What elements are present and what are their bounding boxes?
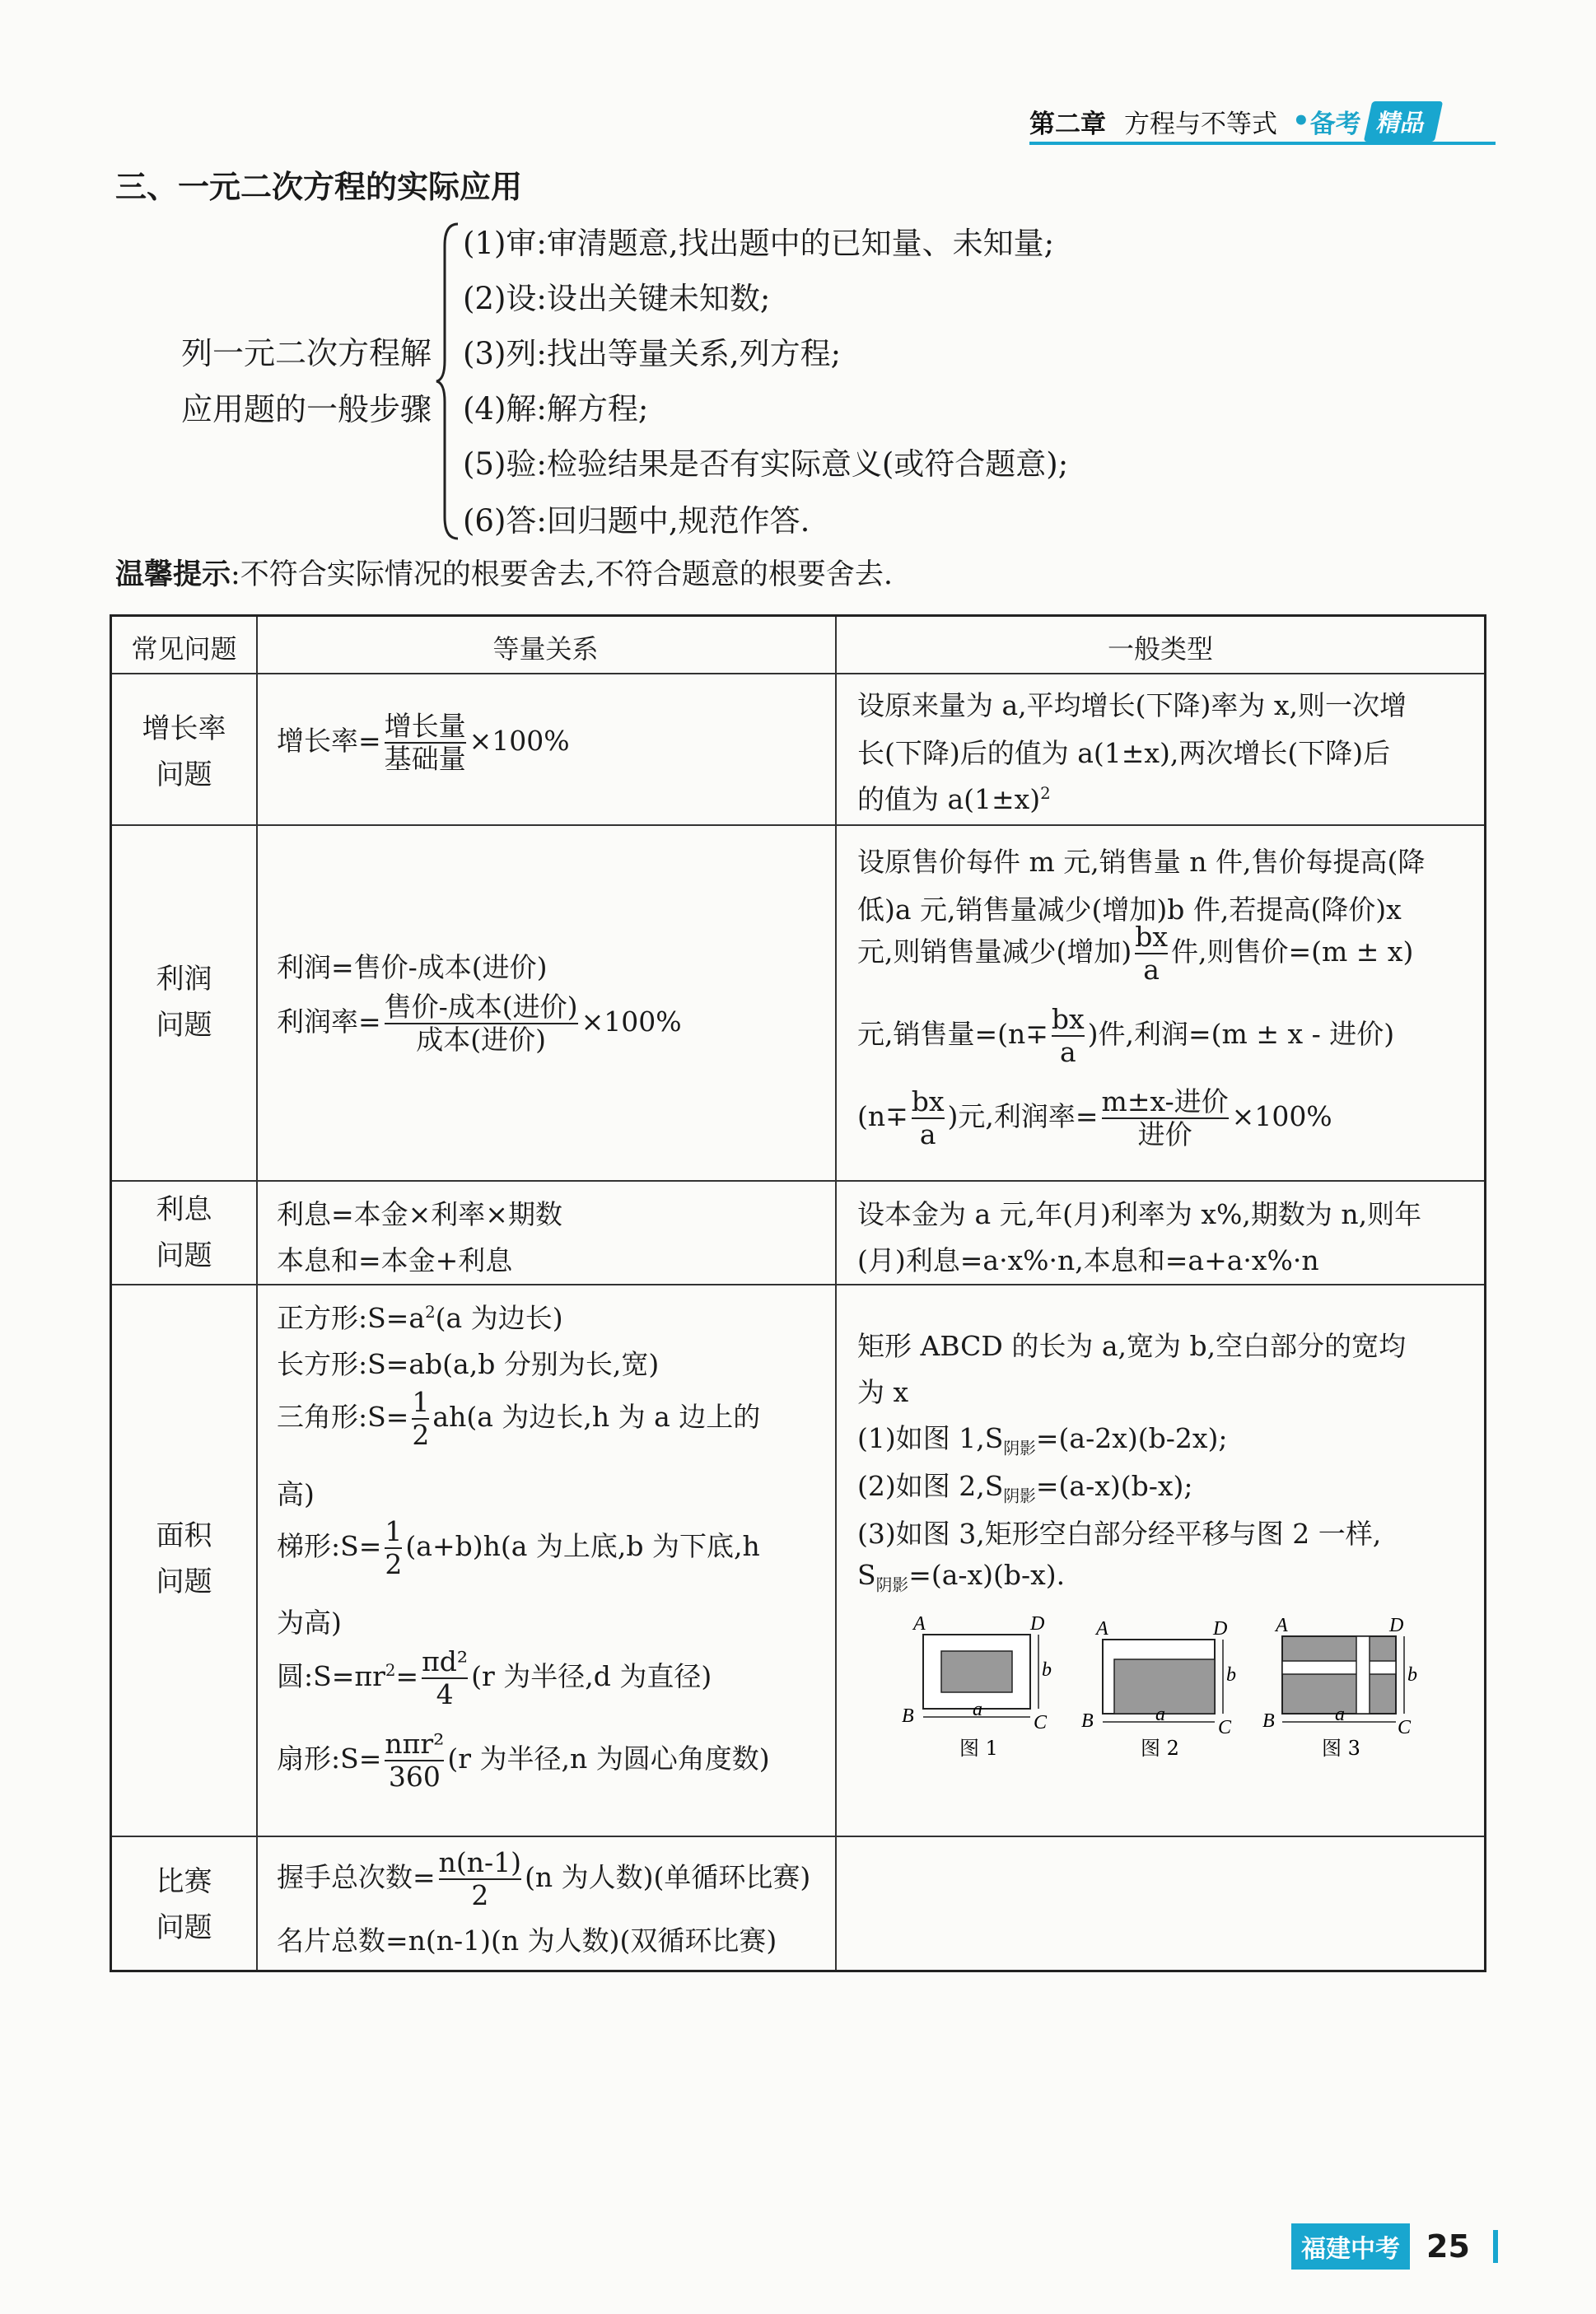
footer-bar [1493,2230,1498,2263]
area-sector-b: (r 为半径,n 为圆心角度数) [447,1742,770,1775]
match-frac-den: 2 [439,1878,521,1911]
running-header [1029,97,1439,145]
step-3: (3)列:找出等量关系,列方程; [463,336,842,371]
growth-rel-b: ×100% [469,724,570,757]
area-rel-triangle [277,1387,760,1451]
chapter-subject: 方程与不等式 [1124,109,1277,139]
row-divider-5 [112,1836,1484,1837]
cat-growth-2: 问题 [156,758,212,791]
cat-profit-2: 问题 [156,1009,212,1042]
profit-type-1: 设原售价每件 m 元,销售量 n 件,售价每提高(降 [857,846,1426,878]
cat-area-2: 问题 [156,1565,212,1598]
profit-type-4 [857,1004,1394,1068]
fig2-b: b [1226,1664,1236,1686]
section-title: 三、一元二次方程的实际应用 [115,169,523,205]
col-divider-1 [256,617,258,1970]
cat-area [112,1513,256,1605]
brace-icon [435,221,463,542]
area-sector-den: 360 [385,1760,444,1793]
figure-2 [1081,1618,1236,1760]
page-footer [1291,2223,1498,2270]
match-frac-num: n(n-1) [438,1846,522,1878]
match-frac [439,1847,521,1911]
fig1-B: B [902,1705,914,1727]
profit-frac-3 [912,1086,945,1150]
fig2-caption: 图 2 [1141,1737,1179,1760]
area-type-4a: (2)如图 2,S [857,1470,1004,1502]
profit-frac-1 [1135,921,1168,986]
profit-rel-2 [277,991,682,1056]
area-rel-sector [277,1729,770,1793]
growth-rel-a: 增长率= [277,724,381,757]
fig1-a: a [973,1699,982,1720]
tip-label: 温馨提示 [115,558,231,591]
area-circle-sup: 2 [385,1660,396,1680]
growth-num: 增长量 [384,710,466,742]
cat-profit [112,956,256,1048]
cat-area-1: 面积 [156,1519,212,1552]
area-tri-b: ah(a 为边长,h 为 a 边上的 [432,1400,761,1433]
cat-interest-1: 利息 [156,1193,212,1226]
interest-rel-2: 本息和=本金+利息 [277,1244,513,1276]
area-tri-num: 1 [412,1386,430,1418]
profit-type-4a: 元,销售量=(n∓ [857,1017,1048,1050]
area-circle-eq: = [395,1659,419,1692]
area-type-4 [857,1465,1193,1507]
header-badge: 精品 [1364,101,1443,142]
cat-growth-1: 增长率 [142,712,226,745]
row-divider-3 [112,1180,1484,1182]
step-2: (2)设:设出关键未知数; [463,281,771,316]
profit-type-5a: (n∓ [857,1099,908,1132]
tip-text: :不符合实际情况的根要舍去,不符合题意的根要舍去. [231,558,894,591]
fig3-b: b [1407,1664,1417,1686]
profit-frac-3-num: bx [911,1085,945,1117]
profit-type-5 [857,1086,1332,1150]
profit-frac-4-den: 进价 [1102,1117,1229,1150]
profit-rate-num: 售价-成本(进价) [384,991,578,1023]
area-rel-rect: 长方形:S=ab(a,b 分别为长,宽) [277,1348,660,1380]
fig2-C: C [1218,1717,1232,1738]
steps-label-line1: 列一元二次方程解 [181,335,432,371]
growth-type-1: 设原来量为 a,平均增长(下降)率为 x,则一次增 [857,689,1407,721]
fig3-B: B [1262,1710,1275,1732]
fig2-A: A [1096,1618,1108,1640]
area-type-6a: S [857,1559,876,1591]
profit-rel-1: 利润=售价-成本(进价) [277,951,548,983]
area-type-3b: =(a-2x)(b-2x); [1035,1422,1228,1454]
header-problem: 常见问题 [131,633,237,665]
growth-type-2: 长(下降)后的值为 a(1±x),两次增长(下降)后 [857,737,1391,769]
area-sector-frac [385,1729,444,1793]
profit-type-5c: ×100% [1231,1099,1332,1132]
row-divider-2 [112,824,1484,826]
profit-frac-4-num: m±x-进价 [1101,1085,1229,1117]
header-relation: 等量关系 [492,633,599,665]
interest-type-2: (月)利息=a·x%·n,本息和=a+a·x%·n [857,1244,1319,1276]
interest-type-1: 设本金为 a 元,年(月)利率为 x%,期数为 n,则年 [857,1198,1422,1230]
profit-frac-1-num: bx [1135,921,1168,953]
profit-type-5b: )元,利润率= [947,1099,1099,1132]
cat-interest [112,1187,256,1279]
steps-label-line2: 应用题的一般步骤 [181,391,432,427]
profit-type-4b: )件,利润=(m ± x - 进价) [1087,1017,1395,1050]
area-circle-frac [422,1646,468,1710]
fig3-a: a [1335,1704,1345,1725]
profit-type-3b: 件,则售价=(m ± x) [1171,935,1414,968]
fig3-C: C [1398,1717,1412,1738]
fig3-D: D [1389,1615,1404,1636]
area-square-b: (a 为边长) [435,1302,563,1334]
area-type-3a: (1)如图 1,S [857,1422,1004,1454]
growth-type-3 [857,778,1051,817]
fig2-B: B [1081,1710,1094,1732]
fig2-a: a [1155,1704,1165,1725]
growth-type-3-sup: 2 [1040,784,1051,803]
area-rel-circle [277,1646,712,1710]
fig1-b: b [1042,1659,1052,1681]
area-trap-a: 梯形:S= [277,1529,382,1562]
fig3-A: A [1276,1615,1288,1636]
profit-rate-frac [385,991,578,1056]
area-type-6 [857,1559,1065,1596]
area-circle-a: 圆:S=πr [277,1659,385,1692]
match-rel-1b: (n 为人数)(单循环比赛) [525,1860,811,1893]
growth-den: 基础量 [384,742,466,775]
cat-match-2: 问题 [156,1911,212,1944]
step-1: (1)审:审清题意,找出题中的已知量、未知量; [463,226,1055,261]
area-circle-b: (r 为半径,d 为直径) [471,1659,712,1692]
area-type-6b: =(a-x)(b-x). [908,1559,1066,1591]
area-type-5: (3)如图 3,矩形空白部分经平移与图 2 一样, [857,1518,1382,1550]
area-type-3 [857,1417,1228,1459]
page-number: 25 [1426,2228,1470,2265]
area-type-3sub: 阴影 [1003,1439,1036,1458]
figure-1 [902,1613,1052,1760]
area-rel-trap [277,1516,760,1580]
tip [115,552,893,593]
summary-table [110,614,1486,1972]
area-tri-frac [412,1387,429,1451]
header-rule [1029,142,1496,145]
growth-frac [385,711,466,775]
step-6: (6)答:回归题中,规范作答. [463,503,810,539]
figure-3 [1262,1615,1417,1760]
profit-frac-3-den: a [912,1117,945,1150]
fig1-C: C [1034,1712,1048,1733]
profit-frac-2 [1052,1004,1085,1068]
row-divider-4 [112,1284,1484,1285]
cat-profit-1: 利润 [156,963,212,996]
growth-type-3a: 的值为 a(1±x) [857,783,1041,815]
step-5: (5)验:检验结果是否有实际意义(或符合题意); [463,446,1069,482]
footer-label: 福建中考 [1291,2223,1410,2270]
fig1-D: D [1030,1613,1045,1635]
area-type-4sub: 阴影 [1003,1486,1036,1506]
area-trap-frac [385,1516,402,1580]
area-circle-num: πd² [422,1645,469,1677]
area-circle-den: 4 [422,1677,468,1710]
header-type: 一般类型 [1107,633,1213,665]
growth-relation [277,711,570,775]
profit-rel-2a: 利润率= [277,1005,381,1038]
area-type-1: 矩形 ABCD 的长为 a,宽为 b,空白部分的宽均 [857,1330,1407,1362]
profit-frac-1-den: a [1135,953,1168,986]
chapter-label: 第二章 [1029,109,1106,139]
fig3-caption: 图 3 [1322,1737,1360,1760]
area-tri-a: 三角形:S= [277,1400,409,1433]
interest-rel-1: 利息=本金×利率×期数 [277,1198,562,1230]
fig1-A: A [913,1613,926,1635]
header-beikao: 备考 [1309,109,1361,139]
area-square-a: 正方形:S=a [277,1302,426,1334]
profit-type-2: 低)a 元,销售量减少(增加)b 件,若提高(降价)x [857,893,1402,926]
profit-rel-2b: ×100% [581,1005,682,1038]
profit-type-3 [857,921,1413,986]
area-type-2: 为 x [857,1376,909,1408]
profit-frac-2-den: a [1052,1035,1085,1068]
step-4: (4)解:解方程; [463,391,649,427]
cat-match [112,1859,256,1951]
match-rel-1 [277,1847,810,1911]
area-figures [890,1613,1458,1770]
fig2-D: D [1213,1618,1228,1640]
profit-type-3a: 元,则销售量减少(增加) [857,935,1132,968]
profit-frac-4 [1102,1086,1229,1150]
area-trap-den: 2 [385,1547,403,1580]
area-rel-square [277,1297,563,1336]
area-rel-triangle-2: 高) [277,1478,315,1510]
col-divider-2 [835,617,837,1970]
area-rel-trap-2: 为高) [277,1607,342,1639]
profit-frac-2-num: bx [1051,1003,1085,1035]
area-sector-num: nπr² [385,1728,445,1760]
match-rel-2: 名片总数=n(n-1)(n 为人数)(双循环比赛) [277,1924,777,1957]
cat-match-1: 比赛 [156,1865,212,1898]
cat-interest-2: 问题 [156,1239,212,1272]
profit-rate-den: 成本(进价) [385,1023,578,1056]
area-trap-b: (a+b)h(a 为上底,b 为下底,h [405,1529,760,1562]
cat-growth [112,706,256,798]
area-type-6sub: 阴影 [875,1575,909,1595]
area-trap-num: 1 [385,1515,403,1547]
area-tri-den: 2 [412,1418,430,1451]
match-rel-1a: 握手总次数= [277,1860,436,1893]
area-type-4b: =(a-x)(b-x); [1035,1470,1193,1502]
area-sector-a: 扇形:S= [277,1742,382,1775]
header-dot: • [1292,105,1310,138]
fig1-caption: 图 1 [959,1737,998,1760]
row-divider-1 [112,673,1484,674]
area-square-sup: 2 [425,1303,436,1322]
